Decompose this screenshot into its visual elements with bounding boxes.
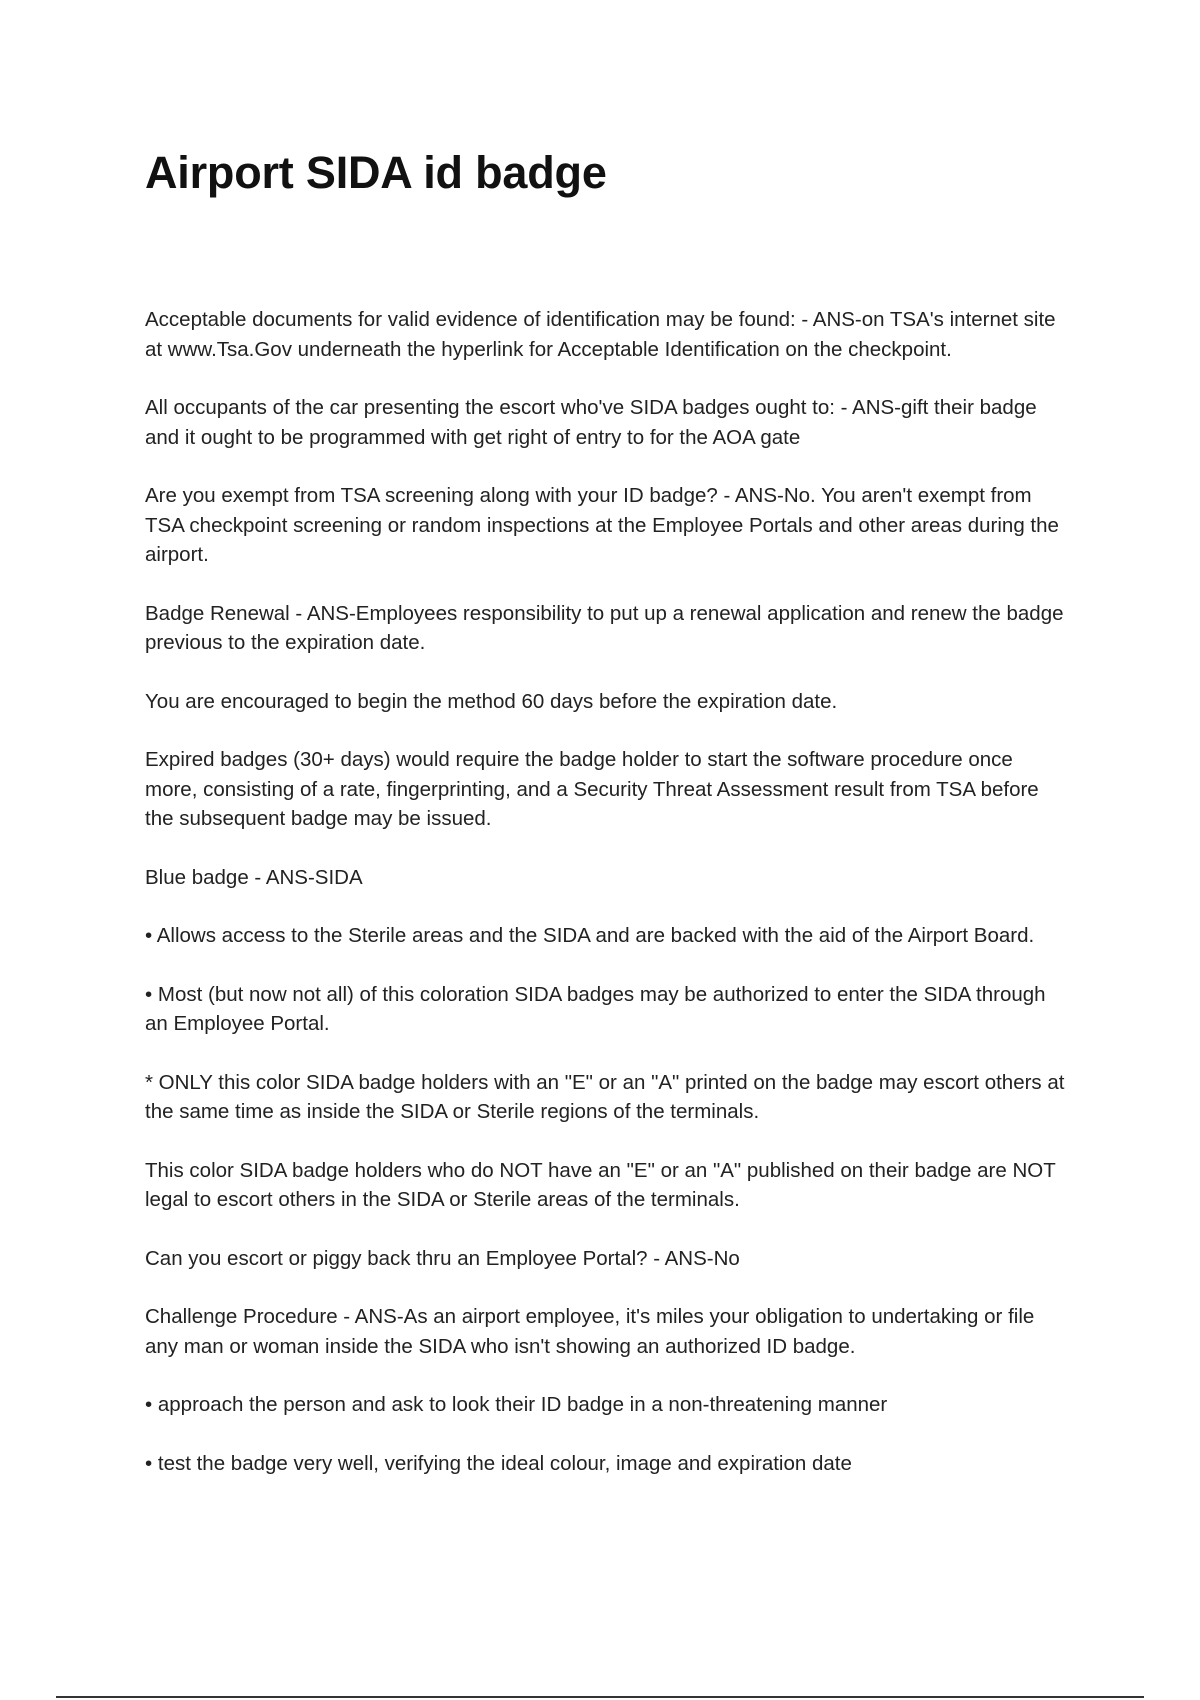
paragraph-employee-portal: • Most (but now not all) of this coloration SIDA badges may be authorized to enter the SIDA through an Employee Portal. [145, 982, 1046, 1035]
footer-divider [56, 1696, 1144, 1698]
paragraph-approach-person: • approach the person and ask to look their ID badge in a non-threatening manner [145, 1393, 888, 1416]
paragraph-blue-badge: Blue badge - ANS-SIDA [145, 865, 363, 889]
paragraph-vehicle-occupants: All occupants of the car presenting the escort who've SIDA badges ought to: - ANS-gift their badge and it ought to be programmed with get right of entry to for the AOA gate [145, 396, 1037, 449]
paragraph-screening-exemption: Are you exempt from TSA screening along with your ID badge? - ANS-No. You aren't exempt from TSA checkpoint screening or random inspections at the Employee Portals and other areas during the airport. [145, 484, 1059, 566]
paragraph-no-escort: This color SIDA badge holders who do NOT have an "E" or an "A" published on their badge are NOT legal to escort others in the SIDA or Sterile areas of the terminals. [145, 1158, 1056, 1211]
paragraph-sterile-access: • Allows access to the Sterile areas and the SIDA and are backed with the aid of the Airport Board. [145, 924, 1035, 947]
paragraph-piggy-back: Can you escort or piggy back thru an Employee Portal? - ANS-No [145, 1246, 740, 1270]
paragraph-acceptable-documents: Acceptable documents for valid evidence of identification may be found: - ANS-on TSA's internet site at www.Tsa.Gov underneath the hyperlink for Acceptable Identification on the checkpoint. [145, 308, 1056, 361]
paragraph-renewal-timing: You are encouraged to begin the method 60 days before the expiration date. [145, 689, 838, 713]
page-title: Airport SIDA id badge [145, 147, 607, 198]
paragraph-badge-renewal: Badge Renewal - ANS-Employees responsibility to put up a renewal application and renew the badge previous to the expiration date. [145, 601, 1064, 654]
paragraph-escort-authority: * ONLY this color SIDA badge holders with an "E" or an "A" printed on the badge may escort others at the same time as inside the SIDA or Sterile regions of the terminals. [145, 1070, 1065, 1123]
paragraph-challenge-procedure: Challenge Procedure - ANS-As an airport employee, it's miles your obligation to undertaking or file any man or woman inside the SIDA who isn't showing an authorized ID badge. [145, 1305, 1035, 1358]
document-body [145, 305, 1065, 1507]
paragraph-test-badge: • test the badge very well, verifying the ideal colour, image and expiration date [145, 1451, 852, 1475]
paragraph-expired-badges: Expired badges (30+ days) would require the badge holder to start the software procedure once more, consisting of a rate, fingerprinting, and a Security Threat Assessment result from TSA before the subsequent badge may be issued. [145, 748, 1039, 830]
